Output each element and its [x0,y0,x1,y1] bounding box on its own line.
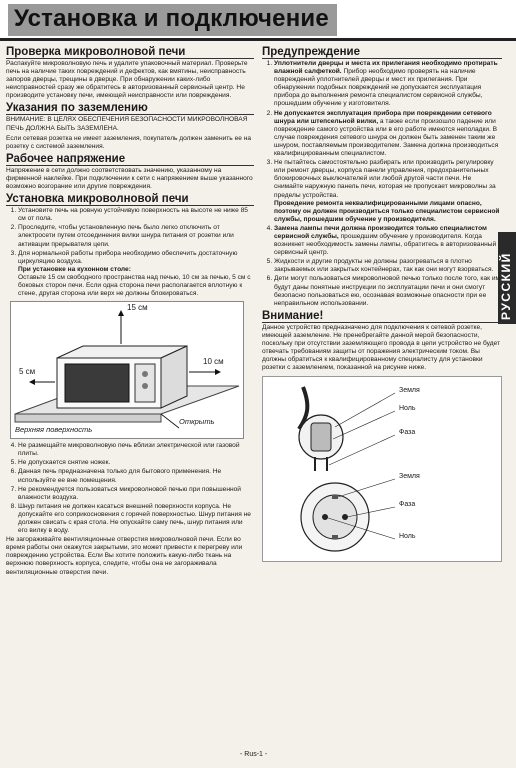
plug-socket-illustration [263,377,501,561]
list-item: 7. Не рекомендуется пользоваться микроволновой печью при повышенной влажности воздуха. [18,486,254,502]
page-title: Установка и подключение [8,4,337,36]
clearance-top-label: 15 см [127,303,148,313]
page-number: - Rus-1 - [240,751,268,758]
warning-text: прошедшим обучение у производителя. Когда возникнет необходимость замены лампы, обратитесь в авторизованный сервисный центр. [274,232,497,257]
list-item-text: Для нормальной работы прибора необходимо обеспечить достаточную циркуляцию воздуха. [18,249,238,265]
list-item: 5. Не допускается снятие ножек. [18,459,254,467]
ground-label: Земля [399,387,420,395]
plug-socket-figure [262,376,502,562]
phase-label: Фаза [399,429,416,437]
section-title-grounding: Указания по заземлению [6,102,254,115]
attention-text: Данное устройство предназначено для подключения к сетевой розетке, имеющей заземление. Не пренебрегайте данной мерой безопасности, поскольку при отсутствии заземляющего провода в цепи устройство не будет отвечать требованиям защиты от поражения электрическим током. Вы должны обратиться к квалифицированному специалисту для установки розетки с заземлением, показанной на рисунке ниже. [262,323,501,372]
warning-text: Не пытайтесь самостоятельно разбирать или производить регулировку или ремонт дверцы, корпуса панели управления, предохранительных блокировочных выключателей или любой другой части печи. Не снимайте наружную панель печи, которая не пропускает микроволны за пределы устройства. [274,159,496,199]
list-item [274,159,502,224]
microwave-clearance-figure [10,301,244,439]
open-label: Открыть [179,417,215,427]
list-item [274,110,502,159]
clearance-back-label: 10 см [203,357,224,367]
counter-text: Оставьте 15 см свободного пространства над печью, 10 см за печью, 5 см с боковых сторон печи. Если одна сторона печи располагается вплотную к стене, другая сторона или верх не должны блокироваться. [18,273,251,298]
language-tab-label: РУССКИЙ [499,252,513,320]
section-title-attention: Внимание! [262,310,502,323]
warning-bold: Проведение ремонта неквалифицированными лицами опасно, поэтому он должен производиться только специалистом сервисной службы, прошедшим обучение у производителя. [274,199,500,223]
warning-list [262,60,502,308]
warning-text: а также если произошло падение или повреждение самого устройства или в его работе имеются неполадки. В случае повреждения сетевого шнура он должен быть заменен таким же шнуром, поставляемым производителем. Замена должна производиться квалифицированным специалистом. [274,117,499,158]
warning-bold: Замена лампы печи должна производится только специалистом сервисной службы, [274,224,487,240]
list-item [274,225,502,257]
list-item: 1. Установите печь на ровную устойчивую поверхность на высоте не ниже 85 см от пола. [18,207,254,223]
neutral-label: Ноль [399,405,416,413]
list-item: 4. Не размещайте микроволновую печь вблизи электрической или газовой плиты. [18,442,254,458]
counter-title: При установке на кухонном столе: [18,265,131,273]
left-column [6,44,254,579]
list-item: 2. Проследите, чтобы установленную печь было легко отключить от электросети путем отсоединения вилки шнура питания от розетки или активации прерывателя цепи. [18,224,254,248]
ground-label-socket: Земля [399,473,420,481]
install-list [6,207,254,298]
list-item: 6. Данная печь предназначена только для бытового применения. Не используйте ее вне помещения. [18,468,254,484]
ventilation-text: Не загораживайте вентиляционные отверстия микроволновой печи. Если во время работы они окажутся закрытыми, это может привести к перегреву или повреждению устройства. Если Вы хотите положить какую-либо ткань на верхнюю поверхность корпуса, следите, чтобы она не загораживала вентиляционные отверстия печи. [6,536,243,576]
list-item: 5. Жидкости и другие продукты не должны разогреваться в плотно закрываемых или закрытых контейнерах, так как они могут взорваться. [274,258,502,274]
list-item [18,250,254,299]
neutral-label-socket: Ноль [399,533,416,541]
page-header [0,0,516,41]
list-item: 8. Шнур питания не должен касаться внешней поверхности корпуса. Не допускайте его соприкосновения с горячей поверхностью. Шнур питания не должен свисать с края стола. Не опускайте саму печь, шнур питания или его вилку в воду. [18,503,254,535]
section-text-check: Распакуйте микроволновую печь и удалите упаковочный материал. Проверьте печь на наличие таких повреждений и дефектов, как вмятины, неисправность запоров дверцы, трещины в дверце. При обнаружении каких-либо неисправностей сразу же обратитесь в авторизованный сервисный центр. Не производите установку печи, имеющей неисправности или повреждения. [6,60,248,100]
section-title-warning: Предупреждение [262,46,502,59]
phase-label-socket: Фаза [399,501,416,509]
list-item [274,60,502,109]
section-title-voltage: Рабочее напряжение [6,153,254,166]
warning-bold: Уплотнители дверцы и места их прилегания необходимо протирать влажной салфеткой. [274,60,498,76]
section-title-check: Проверка микроволновой печи [6,46,254,59]
surface-label: Верхняя поверхность [15,425,93,435]
list-item: 6. Дети могут пользоваться микроволновой печью только после того, как им будут даны понятные инструкции по эксплуатации печи и они смогут безопасно пользоваться ею, осознавая возможные опасности при ее неправильном использовании. [274,275,502,307]
install-list-continued [6,442,254,535]
grounding-text: Если сетевая розетка не имеет заземления, покупатель должен заменить ее на розетку с системой заземления. [6,134,252,150]
clearance-side-label: 5 см [19,367,36,377]
warning-bold: Не допускается эксплуатация прибора при повреждении сетевого шнура или штепсельной вилки, [274,109,492,125]
grounding-warning: ВНИМАНИЕ: В ЦЕЛЯХ ОБЕСПЕЧЕНИЯ БЕЗОПАСНОСТИ МИКРОВОЛНОВАЯ ПЕЧЬ ДОЛЖНА БЫТЬ ЗАЗЕМЛЕНА. [6,116,248,132]
section-title-install: Установка микроволновой печи [6,193,254,206]
right-column [262,44,502,562]
warning-text: Прибор необходимо проверять на наличие повреждений уплотнителей дверцы и мест их прилегания. При обнаружении подобных повреждений не допускается эксплуатация прибора до выполнения ремонта специалистом сервисной службы, прошедшим обучение у изготовителя. [274,68,483,108]
voltage-text: Напряжение в сети должно соответствовать значению, указанному на фирменной наклейке. При подключении к сети с напряжением выше указанного возможно возгорание или другие повреждения. [6,166,253,191]
